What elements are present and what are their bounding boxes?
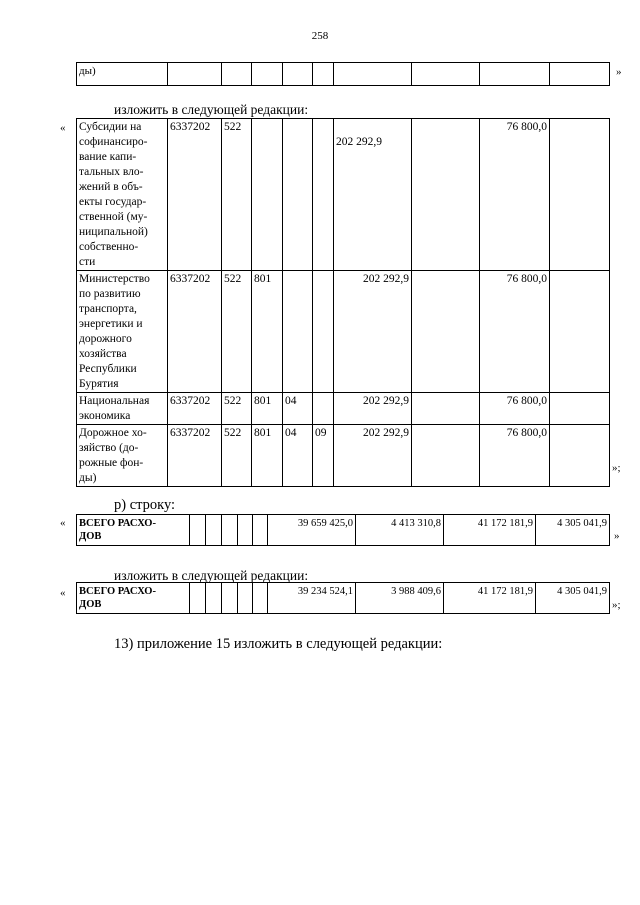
name-line: софинансиро- bbox=[79, 136, 148, 148]
amount-4 bbox=[550, 119, 610, 271]
total-table-after bbox=[76, 582, 610, 614]
name-line: собственно- bbox=[79, 241, 139, 253]
total-value-2: 4 413 310,8 bbox=[356, 515, 444, 546]
name-line: тальных вло- bbox=[79, 166, 144, 178]
table-cell bbox=[283, 63, 313, 86]
table-cell bbox=[168, 63, 222, 86]
total-value-4: 4 305 041,9 bbox=[536, 515, 610, 546]
table-cell bbox=[222, 63, 252, 86]
open-quote: « bbox=[60, 122, 66, 134]
name-line: сти bbox=[79, 256, 96, 268]
table-row bbox=[77, 393, 610, 425]
table-tail bbox=[76, 62, 610, 86]
label-line: ВСЕГО РАСХО- bbox=[79, 586, 156, 597]
name-line: Республики bbox=[79, 363, 137, 375]
section-code: 04 bbox=[283, 425, 313, 487]
page-number: 258 bbox=[311, 30, 329, 42]
table-row bbox=[77, 425, 610, 487]
subsection-code: 09 bbox=[313, 425, 334, 487]
table-cell bbox=[206, 583, 222, 614]
subsection-code bbox=[313, 271, 334, 393]
amount-3: 76 800,0 bbox=[480, 393, 550, 425]
table-row bbox=[77, 271, 610, 393]
amount-1: 202 292,9 bbox=[334, 119, 412, 271]
table-cell bbox=[222, 515, 238, 546]
target-code: 6337202 bbox=[168, 425, 222, 487]
target-code: 6337202 bbox=[168, 393, 222, 425]
ministry-code: 801 bbox=[252, 425, 283, 487]
table-cell bbox=[253, 583, 268, 614]
table-cell bbox=[238, 583, 253, 614]
subsection-code bbox=[313, 119, 334, 271]
name-line: жений в объ- bbox=[79, 181, 143, 193]
name-line: Министерство bbox=[79, 273, 150, 285]
amount-4 bbox=[550, 425, 610, 487]
name-line: вание капи- bbox=[79, 151, 137, 163]
table-row bbox=[77, 63, 610, 86]
amount-3: 76 800,0 bbox=[480, 119, 550, 271]
name-line: рожные фон- bbox=[79, 457, 144, 469]
table-row bbox=[77, 119, 610, 271]
close-quote: » bbox=[614, 530, 620, 542]
total-label bbox=[77, 515, 190, 546]
expense-type: 522 bbox=[222, 393, 252, 425]
name-line: Национальная bbox=[79, 395, 150, 407]
table-cell bbox=[206, 515, 222, 546]
ministry-code: 801 bbox=[252, 271, 283, 393]
expense-type: 522 bbox=[222, 119, 252, 271]
total-value-4: 4 305 041,9 bbox=[536, 583, 610, 614]
amount-4 bbox=[550, 393, 610, 425]
section-code bbox=[283, 119, 313, 271]
row-name bbox=[77, 425, 168, 487]
name-line: энергетики и bbox=[79, 318, 143, 330]
name-line: ниципальной) bbox=[79, 226, 148, 238]
table-cell bbox=[238, 515, 253, 546]
paragraph-new-edition: изложить в следующей редакции: bbox=[114, 102, 309, 117]
name-line: ственной (му- bbox=[79, 211, 148, 223]
expense-type: 522 bbox=[222, 271, 252, 393]
name-line: зяйство (до- bbox=[79, 442, 139, 454]
target-code: 6337202 bbox=[168, 271, 222, 393]
table-cell: ды) bbox=[77, 63, 168, 86]
name-line: транспорта, bbox=[79, 303, 137, 315]
paragraph-string-r: р) строку: bbox=[114, 497, 176, 513]
ministry-code bbox=[252, 119, 283, 271]
table-cell bbox=[190, 515, 206, 546]
amount-2 bbox=[412, 393, 480, 425]
name-line: Бурятия bbox=[79, 378, 119, 390]
name-line: Субсидии на bbox=[79, 121, 142, 133]
name-line: ды) bbox=[79, 472, 97, 484]
target-code: 6337202 bbox=[168, 119, 222, 271]
total-label bbox=[77, 583, 190, 614]
amount-3: 76 800,0 bbox=[480, 271, 550, 393]
name-line: по развитию bbox=[79, 288, 141, 300]
total-table-before bbox=[76, 514, 610, 546]
table-row bbox=[77, 583, 610, 614]
table-cell bbox=[334, 63, 412, 86]
total-value-1: 39 659 425,0 bbox=[268, 515, 356, 546]
table-cell bbox=[253, 515, 268, 546]
ministry-code: 801 bbox=[252, 393, 283, 425]
budget-table bbox=[76, 118, 610, 487]
close-quote: » bbox=[616, 66, 622, 78]
section-code: 04 bbox=[283, 393, 313, 425]
amount-1: 202 292,9 bbox=[334, 393, 412, 425]
row-name bbox=[77, 271, 168, 393]
name-line: экономика bbox=[79, 410, 131, 422]
paragraph-new-edition: изложить в следующей редакции: bbox=[114, 568, 309, 583]
amount-3: 76 800,0 bbox=[480, 425, 550, 487]
open-quote: « bbox=[60, 587, 66, 599]
open-quote: « bbox=[60, 517, 66, 529]
amount-2 bbox=[412, 119, 480, 271]
table-cell bbox=[252, 63, 283, 86]
name-line: хозяйства bbox=[79, 348, 127, 360]
section-code bbox=[283, 271, 313, 393]
total-value-2: 3 988 409,6 bbox=[356, 583, 444, 614]
table-row bbox=[77, 515, 610, 546]
table-cell bbox=[222, 583, 238, 614]
amount-1: 202 292,9 bbox=[334, 425, 412, 487]
label-line: ДОВ bbox=[79, 599, 102, 610]
close-quote: »; bbox=[612, 599, 621, 611]
subsection-code bbox=[313, 393, 334, 425]
total-value-3: 41 172 181,9 bbox=[444, 515, 536, 546]
amount-2 bbox=[412, 271, 480, 393]
table-cell bbox=[550, 63, 610, 86]
table-cell bbox=[313, 63, 334, 86]
amount-4 bbox=[550, 271, 610, 393]
row-name bbox=[77, 393, 168, 425]
label-line: ВСЕГО РАСХО- bbox=[79, 518, 156, 529]
table-cell bbox=[412, 63, 480, 86]
amount-2 bbox=[412, 425, 480, 487]
expense-type: 522 bbox=[222, 425, 252, 487]
paragraph-item-13: 13) приложение 15 изложить в следующей редакции: bbox=[114, 636, 443, 652]
name-line: екты государ- bbox=[79, 196, 147, 208]
label-line: ДОВ bbox=[79, 531, 102, 542]
total-value-3: 41 172 181,9 bbox=[444, 583, 536, 614]
name-line: дорожного bbox=[79, 333, 132, 345]
total-value-1: 39 234 524,1 bbox=[268, 583, 356, 614]
table-cell bbox=[190, 583, 206, 614]
table-cell bbox=[480, 63, 550, 86]
row-name bbox=[77, 119, 168, 271]
name-line: Дорожное хо- bbox=[79, 427, 147, 439]
amount-1: 202 292,9 bbox=[334, 271, 412, 393]
close-quote: »; bbox=[612, 462, 621, 474]
